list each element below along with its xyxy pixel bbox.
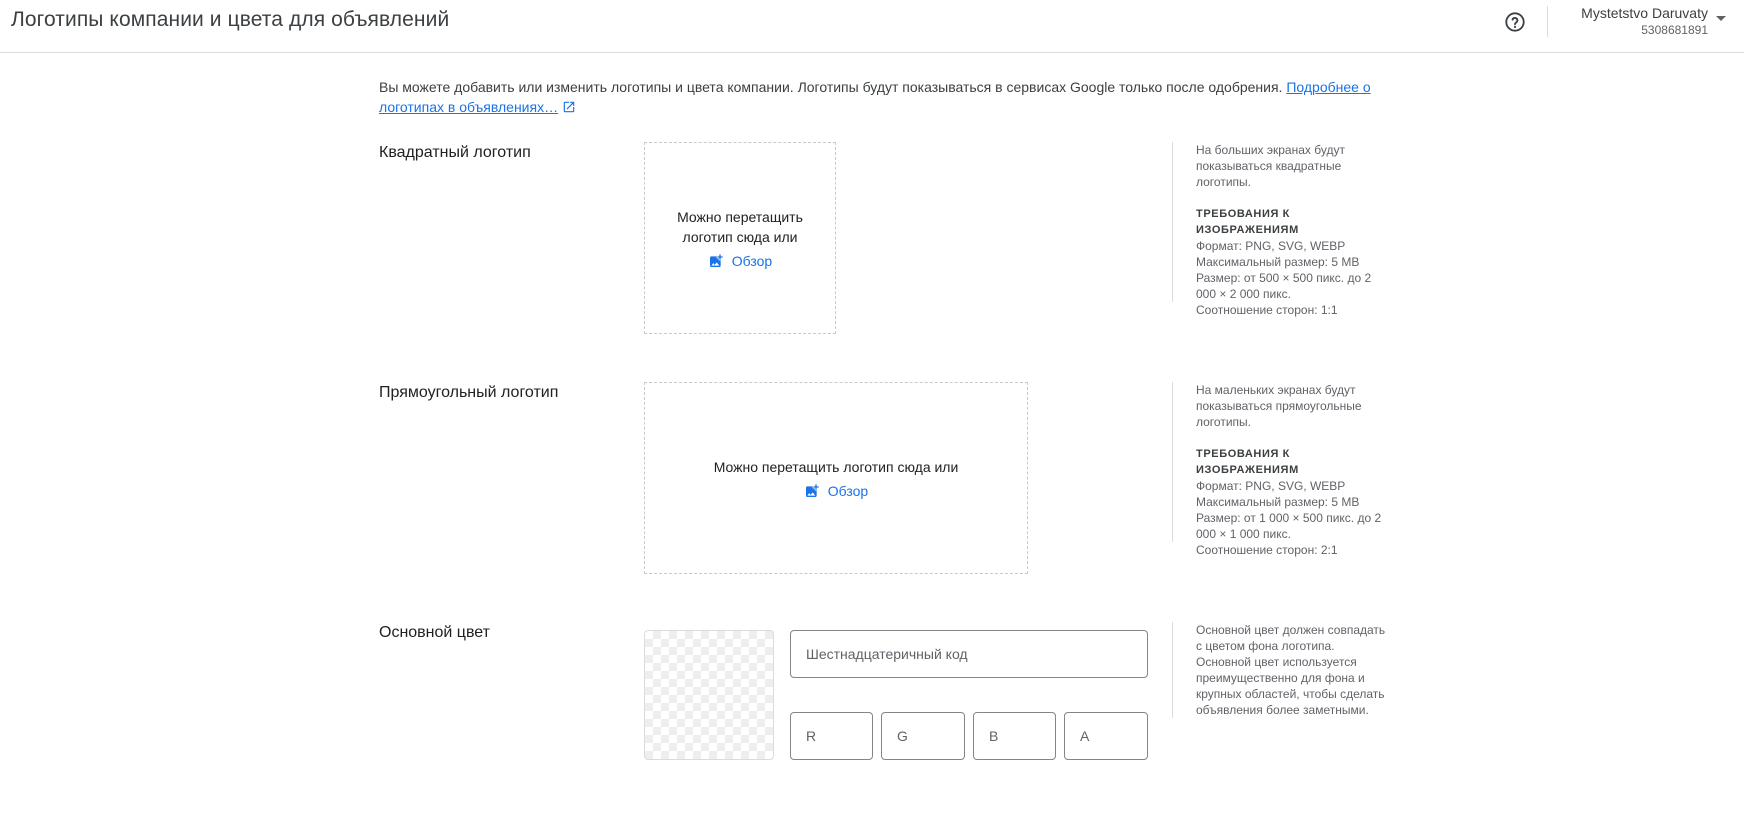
color-b-input[interactable]	[973, 712, 1056, 760]
top-bar	[0, 0, 1744, 53]
header-divider	[1547, 6, 1548, 37]
main-color-label: Основной цвет	[379, 624, 490, 641]
rect-req-format: Формат: PNG, SVG, WEBP	[1196, 479, 1346, 493]
rect-req-title: ТРЕБОВАНИЯ К ИЗОБРАЖЕНИЯМ	[1196, 448, 1299, 476]
rect-logo-label: Прямоугольный логотип	[379, 384, 559, 401]
color-a-input[interactable]	[1064, 712, 1148, 760]
square-info-text: На больших экранах будут показываться квадратные логотипы.	[1196, 143, 1345, 189]
intro-body: Вы можете добавить или изменить логотипы и цвета компании. Логотипы будут показываться в сервисах Google только после одобрения.	[379, 79, 1287, 95]
color-g-input[interactable]	[881, 712, 965, 760]
square-logo-info	[1172, 142, 1386, 317]
rect-browse-label: Обзор	[827, 483, 869, 499]
rect-info-text: На маленьких экранах будут показываться прямоугольные логотипы.	[1196, 383, 1362, 429]
square-drop-line1: Можно перетащить	[677, 209, 803, 225]
rect-browse-button[interactable]	[804, 483, 868, 499]
square-req-title: ТРЕБОВАНИЯ К ИЗОБРАЖЕНИЯМ	[1196, 208, 1299, 236]
add-photo-icon	[708, 253, 724, 269]
color-swatch-preview	[644, 630, 774, 760]
help-icon	[1504, 11, 1526, 33]
learn-more-link[interactable]: Подробнее о логотипах в объявлениях…	[379, 79, 1371, 115]
square-req-format: Формат: PNG, SVG, WEBP	[1196, 239, 1346, 253]
hex-code-input[interactable]	[790, 630, 1148, 678]
square-logo-label: Квадратный логотип	[379, 144, 531, 161]
rect-req-maxsize: Максимальный размер: 5 MB	[1196, 495, 1360, 509]
square-logo-dropzone[interactable]	[644, 142, 836, 334]
external-link-icon[interactable]	[562, 100, 576, 114]
rect-logo-info	[1172, 382, 1386, 557]
add-photo-icon	[804, 483, 820, 499]
rect-req-size: Размер: от 1 000 × 500 пикс. до 2 000 × 1 000 пикс.	[1196, 511, 1382, 541]
account-id: 5308681891	[1641, 23, 1708, 37]
account-switcher[interactable]	[1581, 5, 1708, 39]
square-req-ratio: Соотношение сторон: 1:1	[1196, 303, 1338, 317]
square-req-size: Размер: от 500 × 500 пикс. до 2 000 × 2 000 пикс.	[1196, 271, 1372, 301]
account-name: Mystetstvo Daruvaty	[1581, 5, 1708, 21]
rect-req-ratio: Соотношение сторон: 2:1	[1196, 543, 1338, 557]
square-drop-line2: логотип сюда или	[682, 229, 798, 245]
caret-down-icon[interactable]	[1716, 16, 1726, 21]
main-color-info-text: Основной цвет должен совпадать с цветом фона логотипа. Основной цвет используется преимущественно для фона и крупных областей, чтобы сделать объявления более заметными.	[1196, 623, 1386, 717]
color-r-input[interactable]	[790, 712, 873, 760]
square-browse-label: Обзор	[731, 253, 773, 269]
page-title: Логотипы компании и цвета для объявлений	[11, 8, 450, 31]
help-button[interactable]	[1502, 9, 1528, 35]
main-color-info	[1172, 622, 1386, 718]
rect-logo-dropzone[interactable]	[644, 382, 1028, 574]
rect-drop-text: Можно перетащить логотип сюда или	[713, 459, 959, 475]
intro-text	[379, 77, 1409, 117]
square-browse-button[interactable]	[708, 253, 772, 269]
square-req-maxsize: Максимальный размер: 5 MB	[1196, 255, 1360, 269]
